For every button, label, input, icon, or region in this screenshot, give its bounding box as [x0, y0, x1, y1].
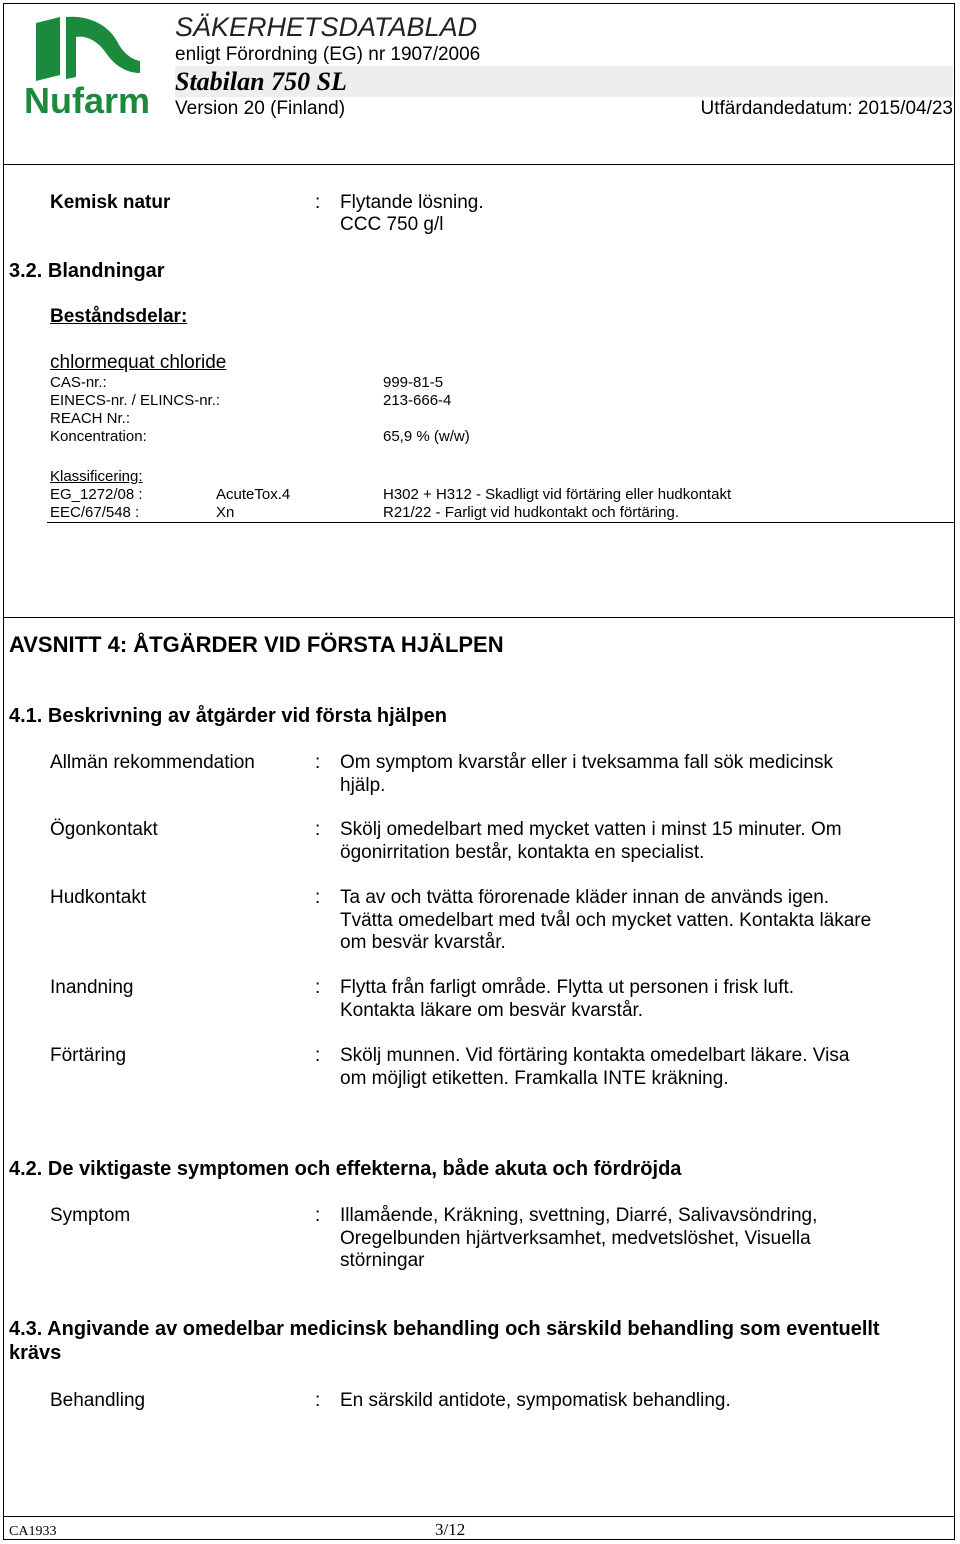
colon: : — [315, 819, 321, 840]
measure-label: Inandning — [50, 977, 134, 998]
measure-line: ögonirritation består, kontakta en specialist. — [340, 841, 705, 863]
chemical-nature-value-2: CCC 750 g/l — [340, 214, 444, 235]
measure-text — [340, 819, 900, 864]
reach-label: REACH Nr.: — [50, 410, 131, 427]
regulation-text: enligt Förordning (EG) nr 1907/2006 — [175, 44, 481, 65]
measure-line: Skölj munnen. Vid förtäring kontakta omedelbart läkare. Visa — [340, 1045, 850, 1066]
colon: : — [315, 192, 321, 213]
section-divider — [3, 617, 955, 618]
classification-statement: R21/22 - Farligt vid hudkontakt och förtäring. — [383, 504, 679, 521]
colon: : — [315, 977, 321, 998]
measure-text — [340, 977, 900, 1022]
document-code: CA1933 — [9, 1524, 57, 1539]
classification-reg: EG_1272/08 : — [50, 486, 143, 503]
issue-date: Utfärdandedatum: 2015/04/23 — [700, 98, 953, 119]
measure-label: Hudkontakt — [50, 887, 147, 908]
classification-reg: EEC/67/548 : — [50, 504, 140, 521]
measure-label: Förtäring — [50, 1045, 127, 1066]
page-number: 3/12 — [435, 1520, 466, 1539]
colon: : — [315, 887, 321, 908]
measure-line: Tvätta omedelbart med tvål och mycket vatten. Kontakta läkare — [340, 909, 872, 931]
measure-line: om besvär kvarstår. — [340, 932, 506, 953]
colon: : — [315, 1390, 321, 1411]
symptom-line: Illamående, Kräkning, svettning, Diarré, Salivavsöndring, — [340, 1205, 818, 1226]
section-4-3-heading: 4.3. Angivande av omedelbar medicinsk behandling och särskild behandling som eventuellt — [9, 1318, 880, 1340]
cas-label: CAS-nr.: — [50, 374, 107, 391]
version-text: Version 20 (Finland) — [175, 98, 346, 119]
measure-label: Ögonkontakt — [50, 819, 158, 840]
colon: : — [315, 752, 321, 773]
document-title: SÄKERHETSDATABLAD — [175, 12, 478, 42]
colon: : — [315, 1045, 321, 1066]
section-3-2-heading: 3.2. Blandningar — [9, 260, 165, 282]
einecs-value: 213-666-4 — [383, 392, 452, 409]
cas-value: 999-81-5 — [383, 374, 444, 391]
footer-divider — [3, 1516, 955, 1517]
table-divider — [47, 522, 955, 523]
measure-line: Skölj omedelbart med mycket vatten i minst 15 minuter. Om — [340, 819, 842, 840]
measure-line: Ta av och tvätta förorenade kläder innan de används igen. — [340, 887, 830, 908]
section-4-2-heading: 4.2. De viktigaste symptomen och effekterna, både akuta och fördröjda — [9, 1158, 682, 1180]
section-4-heading: AVSNITT 4: ÅTGÄRDER VID FÖRSTA HJÄLPEN — [9, 632, 504, 657]
measure-line: om möjligt etiketten. Framkalla INTE kräkning. — [340, 1067, 729, 1089]
measure-line: Kontakta läkare om besvär kvarstår. — [340, 999, 644, 1021]
measure-line: Om symptom kvarstår eller i tveksamma fall sök medicinsk — [340, 752, 834, 773]
product-name: Stabilan 750 SL — [175, 66, 953, 97]
nufarm-logo — [22, 15, 150, 119]
classification-label: Klassificering: — [50, 468, 143, 485]
measure-label: Allmän rekommendation — [50, 752, 255, 773]
classification-category: AcuteTox.4 — [216, 486, 291, 503]
substance-name: chlormequat chloride — [50, 352, 227, 373]
components-label: Beståndsdelar: — [50, 306, 188, 327]
measure-text — [340, 1045, 900, 1090]
measure-text — [340, 752, 900, 797]
colon: : — [315, 1205, 321, 1226]
concentration-label: Koncentration: — [50, 428, 147, 445]
section-4-3-heading-cont: krävs — [9, 1342, 62, 1364]
measure-line: hjälp. — [340, 774, 386, 796]
symptom-text — [340, 1205, 900, 1273]
chemical-nature-value-1: Flytande lösning. — [340, 192, 484, 213]
treatment-label: Behandling — [50, 1390, 146, 1411]
symptom-line: störningar — [340, 1250, 425, 1271]
section-4-1-heading: 4.1. Beskrivning av åtgärder vid första hjälpen — [9, 705, 447, 727]
header-divider — [3, 164, 955, 165]
measure-line: Flytta från farligt område. Flytta ut personen i frisk luft. — [340, 977, 795, 998]
classification-category: Xn — [216, 504, 235, 521]
measure-text — [340, 887, 900, 955]
treatment-value: En särskild antidote, sympomatisk behandling. — [340, 1390, 731, 1411]
einecs-label: EINECS-nr. / ELINCS-nr.: — [50, 392, 221, 409]
symptom-label: Symptom — [50, 1205, 131, 1226]
chemical-nature-label: Kemisk natur — [50, 192, 171, 213]
classification-statement: H302 + H312 - Skadligt vid förtäring eller hudkontakt — [383, 486, 732, 503]
symptom-line: Oregelbunden hjärtverksamhet, medvetslöshet, Visuella — [340, 1227, 811, 1249]
concentration-value: 65,9 % (w/w) — [383, 428, 470, 445]
logo-text: Nufarm — [24, 80, 150, 119]
